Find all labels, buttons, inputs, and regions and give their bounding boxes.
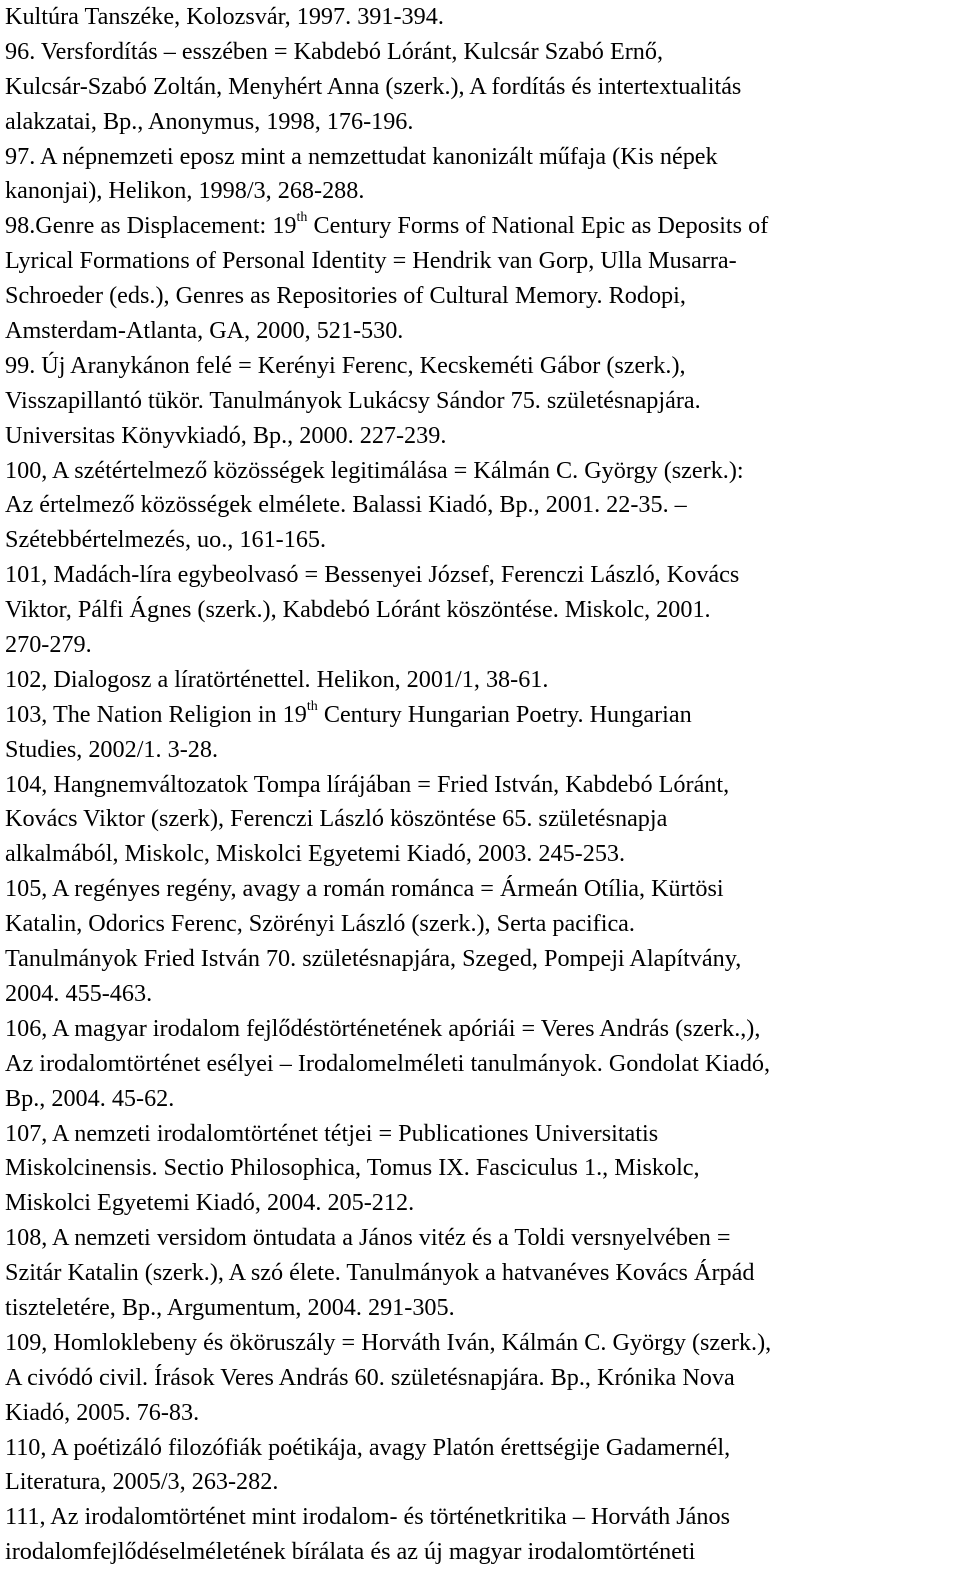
superscript: th <box>306 698 318 714</box>
text-line: Kiadó, 2005. 76-83. <box>5 1398 200 1426</box>
text-line: Katalin, Odorics Ferenc, Szörényi László (szerk.), Serta pacifica. <box>5 910 635 938</box>
text-line: 97. A népnemzeti eposz mint a nemzettudat kanonizált műfaja (Kis népek <box>5 142 718 170</box>
text-line: 107, A nemzeti irodalomtörténet tétjei = Publicationes Universitatis <box>5 1119 659 1147</box>
document-page <box>5 0 957 1570</box>
text-line: 100, A szétértelmező közösségek legitimálása = Kálmán C. György (szerk.): <box>5 456 744 484</box>
text-line: 105, A regényes regény, avagy a román románca = Ármeán Otília, Kürtösi <box>5 875 724 903</box>
text-line: 111, Az irodalomtörténet mint irodalom- és történetkritika – Horváth János <box>5 1503 731 1531</box>
text-line: 101, Madách-líra egybeolvasó = Bessenyei József, Ferenczi László, Kovács <box>5 561 740 589</box>
line-text-start: 103, The Nation Religion in 19 <box>5 700 307 728</box>
text-line: Szétebbértelmezés, uo., 161-165. <box>5 526 327 554</box>
text-line: Literatura, 2005/3, 263-282. <box>5 1468 279 1496</box>
text-line: Schroeder (eds.), Genres as Repositories of Cultural Memory. Rodopi, <box>5 282 686 310</box>
text-line <box>5 698 957 733</box>
text-line: Kulcsár-Szabó Zoltán, Menyhért Anna (szerk.), A fordítás és intertextualitás <box>5 72 742 100</box>
text-line: alkalmából, Miskolc, Miskolci Egyetemi Kiadó, 2003. 245-253. <box>5 840 626 868</box>
text-line: Visszapillantó tükör. Tanulmányok Lukácsy Sándor 75. születésnapjára. <box>5 386 701 414</box>
text-line: A civódó civil. Írások Veres András 60. születésnapjára. Bp., Krónika Nova <box>5 1363 735 1391</box>
text-line: irodalomfejlődéselméletének bírálata és az új magyar irodalomtörténeti <box>5 1538 696 1566</box>
text-line: Kovács Viktor (szerk), Ferenczi László köszöntése 65. születésnapja <box>5 805 668 833</box>
text-line: 2004. 455-463. <box>5 979 153 1007</box>
text-line: Az irodalomtörténet esélyei – Irodalomelméleti tanulmányok. Gondolat Kiadó, <box>5 1049 771 1077</box>
text-line: Tanulmányok Fried István 70. születésnapjára, Szeged, Pompeji Alapítvány, <box>5 945 742 973</box>
text-line: Az értelmező közösségek elmélete. Balassi Kiadó, Bp., 2001. 22-35. – <box>5 491 687 519</box>
text-line: 104, Hangnemváltozatok Tompa lírájában = Fried István, Kabdebó Lóránt, <box>5 770 730 798</box>
line-text-end: Century Hungarian Poetry. Hungarian <box>317 700 692 728</box>
text-line <box>5 209 957 244</box>
text-line: 110, A poétizáló filozófiák poétikája, avagy Platón érettségije Gadamernél, <box>5 1433 731 1461</box>
text-line: 106, A magyar irodalom fejlődéstörténetének apóriái = Veres András (szerk.,), <box>5 1014 761 1042</box>
text-line: Viktor, Pálfi Ágnes (szerk.), Kabdebó Lóránt köszöntése. Miskolc, 2001. <box>5 596 711 624</box>
text-line: 96. Versfordítás – esszében = Kabdebó Lóránt, Kulcsár Szabó Ernő, <box>5 37 664 65</box>
text-line: Miskolci Egyetemi Kiadó, 2004. 205-212. <box>5 1189 415 1217</box>
text-line: 99. Új Aranykánon felé = Kerényi Ferenc, Kecskeméti Gábor (szerk.), <box>5 351 686 379</box>
text-line: 108, A nemzeti versidom öntudata a János vitéz és a Toldi versnyelvében = <box>5 1224 731 1252</box>
text-line: Universitas Könyvkiadó, Bp., 2000. 227-239. <box>5 421 447 449</box>
text-line: Amsterdam-Atlanta, GA, 2000, 521-530. <box>5 317 404 345</box>
text-line: 102, Dialogosz a líratörténettel. Helikon, 2001/1, 38-61. <box>5 665 549 693</box>
text-line: Studies, 2002/1. 3-28. <box>5 735 218 763</box>
text-line: 109, Homloklebeny és ököruszály = Horváth Iván, Kálmán C. György (szerk.), <box>5 1328 772 1356</box>
text-line: tiszteletére, Bp., Argumentum, 2004. 291-305. <box>5 1293 455 1321</box>
text-line: Miskolcinensis. Sectio Philosophica, Tomus IX. Fasciculus 1., Miskolc, <box>5 1154 700 1182</box>
text-line: Bp., 2004. 45-62. <box>5 1084 175 1112</box>
line-text-start: 98.Genre as Displacement: 19 <box>5 212 297 240</box>
text-line: Szitár Katalin (szerk.), A szó élete. Tanulmányok a hatvanéves Kovács Árpád <box>5 1259 755 1287</box>
text-line: Kultúra Tanszéke, Kolozsvár, 1997. 391-394. <box>5 3 444 30</box>
text-line: Lyrical Formations of Personal Identity = Hendrik van Gorp, Ulla Musarra- <box>5 247 737 275</box>
superscript: th <box>296 210 308 226</box>
line-text-end: Century Forms of National Epic as Deposits of <box>307 212 769 240</box>
text-line: kanonjai), Helikon, 1998/3, 268-288. <box>5 177 365 205</box>
text-line: 270-279. <box>5 631 92 659</box>
text-line: alakzatai, Bp., Anonymus, 1998, 176-196. <box>5 107 414 135</box>
